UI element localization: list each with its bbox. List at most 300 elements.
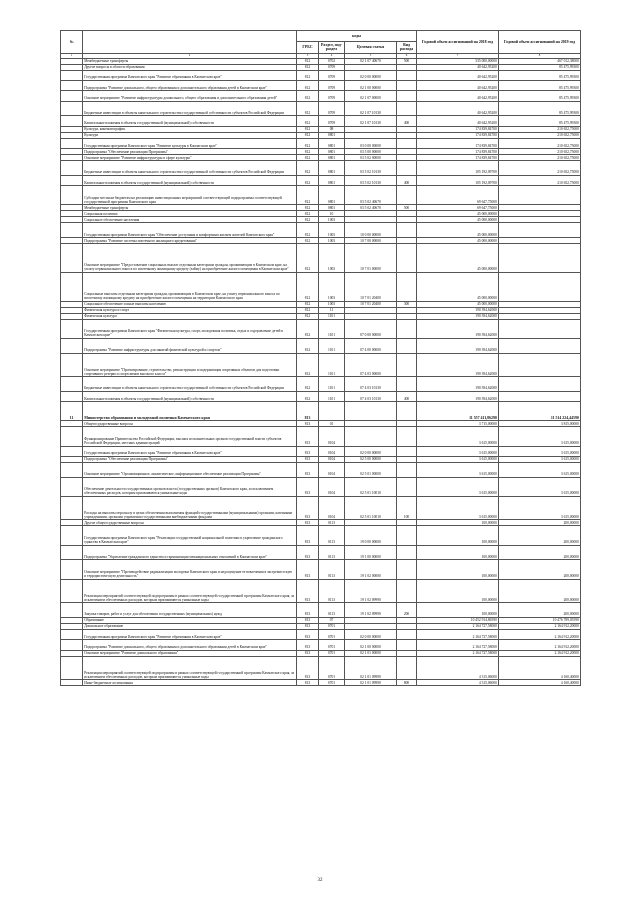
grbs-code: 813: [297, 545, 319, 560]
amount-2019: 3 615,00000: [499, 477, 581, 496]
section-code: 0701: [319, 680, 345, 686]
section-code: 1003: [319, 238, 345, 244]
grbs-code: 813: [297, 629, 319, 639]
row-number: [61, 138, 83, 148]
amount-2019: 200,00000: [499, 520, 581, 526]
item-name: Расходы на выплаты персоналу в целях обеспечения выполнения функций государственными (муниципальными) органами, казенными учреждениями, органами управления государственными внебюджетными фондами: [83, 496, 297, 520]
amount-2018: 3 615,00000: [417, 462, 499, 477]
item-name: Министерство образования и молодежной политики Камчатского края: [83, 402, 297, 421]
section-code: 0709: [319, 101, 345, 116]
table-row: [61, 223, 581, 238]
amount-2018: 174 839,84700: [417, 155, 499, 161]
grbs-code: 813: [297, 640, 319, 650]
grbs-code: 812: [297, 161, 319, 176]
item-name: Подпрограмма "Развитие дошкольного, общего образования и дополнительного образования детей в Камчатском крае": [83, 640, 297, 650]
amount-2019: 3 615,00000: [499, 462, 581, 477]
item-name: Подпрограмма "Развитие дошкольного, общего образования и дополнительного образования детей в Камчатском крае": [83, 80, 297, 90]
table-row: [61, 629, 581, 639]
row-number: [61, 186, 83, 205]
target-code: 10 7 01 20400: [345, 272, 397, 301]
target-code: 02 1 00 00000: [345, 80, 397, 90]
grbs-code: 812: [297, 217, 319, 223]
amount-2019: 200,00000: [499, 560, 581, 579]
grbs-code: 812: [297, 377, 319, 392]
section-code: 0709: [319, 80, 345, 90]
amount-2018: 100,00000: [417, 603, 499, 618]
expense-type-code: 400: [397, 391, 417, 401]
amount-2019: [499, 244, 581, 273]
table-row: [61, 526, 581, 545]
target-code: 03 5 02 10130: [345, 175, 397, 185]
header-num: №: [61, 31, 83, 54]
section-code: 0104: [319, 496, 345, 520]
section-code: 0113: [319, 526, 345, 545]
item-name: Дошкольное образование: [83, 623, 297, 629]
target-code: 07 4 03 10130: [345, 377, 397, 392]
grbs-code: 812: [297, 186, 319, 205]
section-code: 1003: [319, 301, 345, 307]
target-code: 02 0 00 00000: [345, 70, 397, 80]
grbs-code: 812: [297, 64, 319, 70]
header-razdel: Раздел, под-раздел: [319, 41, 345, 53]
target-code: 19 1 02 09990: [345, 603, 397, 618]
table-row: [61, 101, 581, 116]
grbs-code: 812: [297, 238, 319, 244]
amount-2018: 190 394,62000: [417, 319, 499, 338]
amount-2018: 45 000,00000: [417, 217, 499, 223]
section-code: 1101: [319, 313, 345, 319]
index-cell: 1: [61, 53, 83, 58]
expense-type-code: [397, 101, 417, 116]
grbs-code: 812: [297, 175, 319, 185]
target-code: 02 1 07 00000: [345, 91, 397, 101]
row-number: [61, 477, 83, 496]
index-cell: 8: [499, 53, 581, 58]
expense-type-code: [397, 446, 417, 456]
grbs-code: 813: [297, 680, 319, 686]
item-name: Социальное обеспечение и иные выплаты населению: [83, 301, 297, 307]
section-code: 0801: [319, 155, 345, 161]
item-name: Культура, кинематография: [83, 126, 297, 132]
section-code: 07: [319, 617, 345, 623]
amount-2019: 3 615,00000: [499, 496, 581, 520]
budget-table: [60, 30, 581, 686]
grbs-code: 812: [297, 313, 319, 319]
item-name: Межбюджетные трансферты: [83, 205, 297, 211]
grbs-code: 812: [297, 301, 319, 307]
expense-type-code: [397, 223, 417, 238]
amount-2019: 3 615,00000: [499, 427, 581, 446]
amount-2019: 85 475,99300: [499, 116, 581, 126]
grbs-code: 813: [297, 623, 319, 629]
section-code: 10: [319, 211, 345, 217]
grbs-code: 813: [297, 520, 319, 526]
amount-2018: 10 452 914,86590: [417, 617, 499, 623]
expense-type-code: [397, 80, 417, 90]
table-row: [61, 402, 581, 421]
target-code: 02 1 07 10130: [345, 101, 397, 116]
section-code: 0104: [319, 427, 345, 446]
target-code: 10 7 01 20400: [345, 301, 397, 307]
amount-2019: 2 164 912,20000: [499, 623, 581, 629]
row-number: [61, 656, 83, 680]
amount-2018: 190 394,62000: [417, 353, 499, 377]
grbs-code: 813: [297, 477, 319, 496]
expense-type-code: 400: [397, 116, 417, 126]
target-code: 02 1 01 09990: [345, 680, 397, 686]
row-number: [61, 680, 83, 686]
section-code: 1101: [319, 391, 345, 401]
row-number: [61, 526, 83, 545]
table-row: [61, 338, 581, 353]
expense-type-code: [397, 402, 417, 421]
row-number: [61, 391, 83, 401]
section-code: 0701: [319, 629, 345, 639]
expense-type-code: [397, 560, 417, 579]
section-code: 0104: [319, 462, 345, 477]
section-code: 0801: [319, 186, 345, 205]
amount-2019: 3 615,00000: [499, 446, 581, 456]
target-code: 10 7 01 00000: [345, 244, 397, 273]
expense-type-code: [397, 161, 417, 176]
table-row: [61, 116, 581, 126]
grbs-code: 812: [297, 272, 319, 301]
target-code: 19 1 02 09990: [345, 579, 397, 603]
section-code: 1003: [319, 223, 345, 238]
table-row: [61, 545, 581, 560]
amount-2019: [499, 338, 581, 353]
amount-2018: 4 315,06000: [417, 656, 499, 680]
grbs-code: 812: [297, 91, 319, 101]
item-name: Основное мероприятие "Организационное, аналитическое, информационное обеспечение реализации Программы": [83, 462, 297, 477]
row-number: [61, 446, 83, 456]
section-code: 0113: [319, 579, 345, 603]
target-code: 03 5 02 40670: [345, 186, 397, 205]
amount-2019: 2 164 912,20000: [499, 650, 581, 656]
amount-2019: [499, 319, 581, 338]
section-code: 08: [319, 126, 345, 132]
item-name: Подпрограмма "Развитие инфраструктуры для занятий физической культурой и спортом": [83, 338, 297, 353]
row-number: [61, 629, 83, 639]
item-name: Социальное обеспечение населения: [83, 217, 297, 223]
amount-2018: 69 647,75000: [417, 186, 499, 205]
table-row: [61, 680, 581, 686]
amount-2018: 45 000,00000: [417, 244, 499, 273]
amount-2018: 40 642,95200: [417, 91, 499, 101]
grbs-code: 812: [297, 307, 319, 313]
amount-2019: 210 652,75000: [499, 175, 581, 185]
section-code: 0104: [319, 477, 345, 496]
header-target: Целевая статья: [345, 41, 397, 53]
section-code: 1003: [319, 244, 345, 273]
amount-2018: 174 839,84700: [417, 149, 499, 155]
grbs-code: 813: [297, 427, 319, 446]
section-code: 0104: [319, 446, 345, 456]
section-code: 0709: [319, 91, 345, 101]
item-name: Реализация мероприятий соответствующей подпрограммы в рамках соответствующей государственной программы Камчатского края, за исключением обеспеченных расходов, которым присваиваются уникальные коды: [83, 656, 297, 680]
section-code: 0801: [319, 175, 345, 185]
header-grbs: ГРБС: [297, 41, 319, 53]
amount-2018: 190 394,62000: [417, 338, 499, 353]
section-code: 0801: [319, 149, 345, 155]
grbs-code: 812: [297, 319, 319, 338]
grbs-code: 813: [297, 402, 319, 421]
item-name: Функционирование Правительства Российской Федерации, высших исполнительных органов государственной власти субъектов Российской Федерации, местных администраций: [83, 427, 297, 446]
amount-2018: 100,00000: [417, 520, 499, 526]
table-row: [61, 603, 581, 618]
item-name: Реализация мероприятий соответствующей подпрограммы в рамках соответствующей государственной программы Камчатского края, за исключением обеспеченных расходов, которым присваиваются уникальные коды: [83, 579, 297, 603]
expense-type-code: [397, 186, 417, 205]
target-code: 10 7 00 00000: [345, 238, 397, 244]
table-row: [61, 319, 581, 338]
expense-type-code: [397, 377, 417, 392]
amount-2018: 3 615,00000: [417, 496, 499, 520]
grbs-code: 813: [297, 421, 319, 427]
section-code: 1101: [319, 319, 345, 338]
table-row: [61, 91, 581, 101]
section-code: 1101: [319, 377, 345, 392]
row-number: [61, 116, 83, 126]
grbs-code: 812: [297, 391, 319, 401]
index-cell: 6: [397, 53, 417, 58]
amount-2018: 45 000,00000: [417, 223, 499, 238]
amount-2019: [499, 391, 581, 401]
amount-2019: 467 012,38000: [499, 58, 581, 64]
expense-type-code: [397, 91, 417, 101]
section-code: 1101: [319, 338, 345, 353]
row-number: [61, 223, 83, 238]
item-name: Основное мероприятие "Развитие дошкольного образования": [83, 650, 297, 656]
section-code: 0701: [319, 656, 345, 680]
item-name: Государственная программа Камчатского края "Развитие образования в Камчатском крае": [83, 70, 297, 80]
header-vid: Вид расхода: [397, 41, 417, 53]
amount-2019: 200,00000: [499, 603, 581, 618]
item-name: Капитальные вложения в объекты государственной (муниципальной) собственности: [83, 391, 297, 401]
table-row: [61, 80, 581, 90]
index-cell: 7: [417, 53, 499, 58]
target-code: 02 5 01 00000: [345, 462, 397, 477]
table-body: [61, 58, 581, 685]
item-name: Государственная программа Камчатского края "Обеспечение доступным и комфортным жильем жителей Камчатского края": [83, 223, 297, 238]
section-code: 0113: [319, 520, 345, 526]
row-number: [61, 101, 83, 116]
item-name: Иные бюджетные ассигнования: [83, 680, 297, 686]
amount-2018: 40 642,95200: [417, 70, 499, 80]
amount-2019: [499, 272, 581, 301]
item-name: Межбюджетные трансферты: [83, 58, 297, 64]
amount-2019: 210 652,75000: [499, 155, 581, 161]
amount-2019: 2 164 912,20000: [499, 629, 581, 639]
grbs-code: 812: [297, 149, 319, 155]
header-codes: коды: [297, 31, 417, 42]
target-code: 10 0 00 00000: [345, 223, 397, 238]
target-code: 03 5 02 40670: [345, 205, 397, 211]
row-number: [61, 319, 83, 338]
item-name: Другие общегосударственные вопросы: [83, 520, 297, 526]
table-row: [61, 175, 581, 185]
grbs-code: 812: [297, 101, 319, 116]
section-code: 0113: [319, 560, 345, 579]
grbs-code: 812: [297, 80, 319, 90]
section-code: 0113: [319, 603, 345, 618]
expense-type-code: [397, 545, 417, 560]
item-name: Основное мероприятие "Развитие инфраструктуры дошкольного, общего образования и дополнительного образования детей": [83, 91, 297, 101]
table-row: [61, 353, 581, 377]
row-number: [61, 462, 83, 477]
item-name: Капитальные вложения в объекты государственной (муниципальной) собственности: [83, 175, 297, 185]
amount-2018: 45 000,00000: [417, 211, 499, 217]
grbs-code: 813: [297, 446, 319, 456]
grbs-code: 813: [297, 526, 319, 545]
amount-2019: 200,00000: [499, 545, 581, 560]
header-2018: Годовой объем ассигнований на 2018 год: [417, 31, 499, 54]
expense-type-code: [397, 272, 417, 301]
section-code: 1101: [319, 353, 345, 377]
table-row: [61, 560, 581, 579]
item-name: Культура: [83, 132, 297, 138]
item-name: Образование: [83, 617, 297, 623]
item-name: Основное мероприятие "Противодействие радикализации молодежи Камчатского края и недопущение ее вовлечения в экстремистскую и террористическую деятельность": [83, 560, 297, 579]
header-2019: Годовой объем ассигнований на 2019 год: [499, 31, 581, 54]
amount-2019: [499, 186, 581, 205]
row-number: [61, 272, 83, 301]
row-number: [61, 560, 83, 579]
row-number: [61, 70, 83, 80]
section-code: 0801: [319, 138, 345, 148]
target-code: 02 5 01 10010: [345, 477, 397, 496]
row-number: [61, 427, 83, 446]
amount-2019: 85 475,99300: [499, 64, 581, 70]
expense-type-code: 800: [397, 680, 417, 686]
target-code: 03 5 02 10130: [345, 161, 397, 176]
table-row: [61, 579, 581, 603]
amount-2018: 2 164 727,58000: [417, 650, 499, 656]
expense-type-code: [397, 319, 417, 338]
amount-2019: 3 615,00000: [499, 456, 581, 462]
index-cell: 5: [345, 53, 397, 58]
item-name: Обеспечение деятельности государственных органов власти (государственных органов) Камчатского края, за исключением обеспеченных расходов, которым присваиваются уникальные коды: [83, 477, 297, 496]
section-code: 0113: [319, 545, 345, 560]
section-code: 0801: [319, 132, 345, 138]
target-code: 19 1 02 00000: [345, 560, 397, 579]
item-name: Бюджетные инвестиции в объекты капитального строительства государственной собственности субъектов Российской Федерации: [83, 161, 297, 176]
grbs-code: 812: [297, 244, 319, 273]
section-code: 1003: [319, 217, 345, 223]
item-name: Государственная программа Камчатского края "Развитие образования в Камчатском крае": [83, 446, 297, 456]
grbs-code: 812: [297, 138, 319, 148]
expense-type-code: 400: [397, 175, 417, 185]
target-code: 07 4 00 00000: [345, 338, 397, 353]
amount-2018: 174 839,84700: [417, 132, 499, 138]
grbs-code: 812: [297, 338, 319, 353]
target-code: 07 4 03 00000: [345, 353, 397, 377]
item-name: Государственная программа Камчатского края "Реализация государственной национальной политики и укрепление гражданского единства в Камчатском крае": [83, 526, 297, 545]
row-number: [61, 545, 83, 560]
expense-type-code: [397, 640, 417, 650]
expense-type-code: [397, 427, 417, 446]
item-name: Социальная политика: [83, 211, 297, 217]
target-code: 03 0 00 00000: [345, 138, 397, 148]
item-name: Физическая культура: [83, 313, 297, 319]
amount-2019: 85 475,99300: [499, 91, 581, 101]
section-code: 0709: [319, 64, 345, 70]
amount-2018: 3 615,00000: [417, 446, 499, 456]
grbs-code: 812: [297, 126, 319, 132]
grbs-code: 812: [297, 132, 319, 138]
target-code: [345, 427, 397, 446]
table-row: [61, 462, 581, 477]
amount-2018: 3 615,00000: [417, 477, 499, 496]
section-code: 0709: [319, 70, 345, 80]
row-number: [61, 603, 83, 618]
row-number: [61, 91, 83, 101]
amount-2018: 190 394,62000: [417, 377, 499, 392]
target-code: 02 0 00 00000: [345, 446, 397, 456]
amount-2018: 40 642,95200: [417, 64, 499, 70]
table-row: [61, 656, 581, 680]
amount-2018: 3 615,00000: [417, 427, 499, 446]
row-number: [61, 640, 83, 650]
table-row: [61, 391, 581, 401]
header-blank: [83, 31, 297, 54]
item-name: Закупка товаров, работ и услуг для обеспечения государственных (муниципальных) нужд: [83, 603, 297, 618]
row-number: [61, 496, 83, 520]
amount-2019: 200,00000: [499, 526, 581, 545]
grbs-code: 812: [297, 205, 319, 211]
amount-2018: 100,00000: [417, 526, 499, 545]
target-code: 07 4 03 10130: [345, 391, 397, 401]
row-number: [61, 579, 83, 603]
table-row: [61, 186, 581, 205]
item-name: Социальные выплаты отдельным категориям граждан, проживающим в Камчатском крае, на уплату первоначального взноса по ипотечному жилищному кредиту на приобретение жилого помещения на территории Камчатского края: [83, 272, 297, 301]
item-name: Подпрограмма "Обеспечение реализации Программы": [83, 149, 297, 155]
amount-2018: 190 394,62000: [417, 313, 499, 319]
amount-2019: 210 652,75000: [499, 149, 581, 155]
expense-type-code: [397, 656, 417, 680]
target-code: 19 1 00 00000: [345, 545, 397, 560]
index-cell: 2: [83, 53, 297, 58]
amount-2018: 100,00000: [417, 579, 499, 603]
amount-2018: 100,00000: [417, 560, 499, 579]
target-code: 03 5 02 00000: [345, 155, 397, 161]
row-number: [61, 244, 83, 273]
amount-2019: 10 476 789,05590: [499, 617, 581, 623]
section-code: 0709: [319, 116, 345, 126]
amount-2019: 4 160,40000: [499, 680, 581, 686]
amount-2018: 40 642,95200: [417, 101, 499, 116]
grbs-code: 813: [297, 462, 319, 477]
item-name: Основное мероприятие "Предоставление социальных выплат отдельным категориям граждан, проживающим в Камчатском крае, на уплату первоначального взноса по ипотечному жилищному кредиту (займу) на приобретение жилого помещения в Камчатском крае": [83, 244, 297, 273]
section-code: [319, 402, 345, 421]
section-code: 11: [319, 307, 345, 313]
item-name: Подпрограмма "Обеспечение реализации Программы": [83, 456, 297, 462]
amount-2019: 200,00000: [499, 579, 581, 603]
row-number: [61, 377, 83, 392]
table-row: [61, 138, 581, 148]
target-code: 19 0 00 00000: [345, 526, 397, 545]
amount-2018: 40 642,95200: [417, 116, 499, 126]
amount-2019: 210 652,75000: [499, 126, 581, 132]
table-row: [61, 446, 581, 456]
row-number: [61, 80, 83, 90]
index-cell: 4: [319, 53, 345, 58]
expense-type-code: 300: [397, 301, 417, 307]
expense-type-code: [397, 244, 417, 273]
table-row: [61, 161, 581, 176]
grbs-code: 813: [297, 456, 319, 462]
section-code: 0801: [319, 161, 345, 176]
amount-2018: 3 715,00000: [417, 421, 499, 427]
